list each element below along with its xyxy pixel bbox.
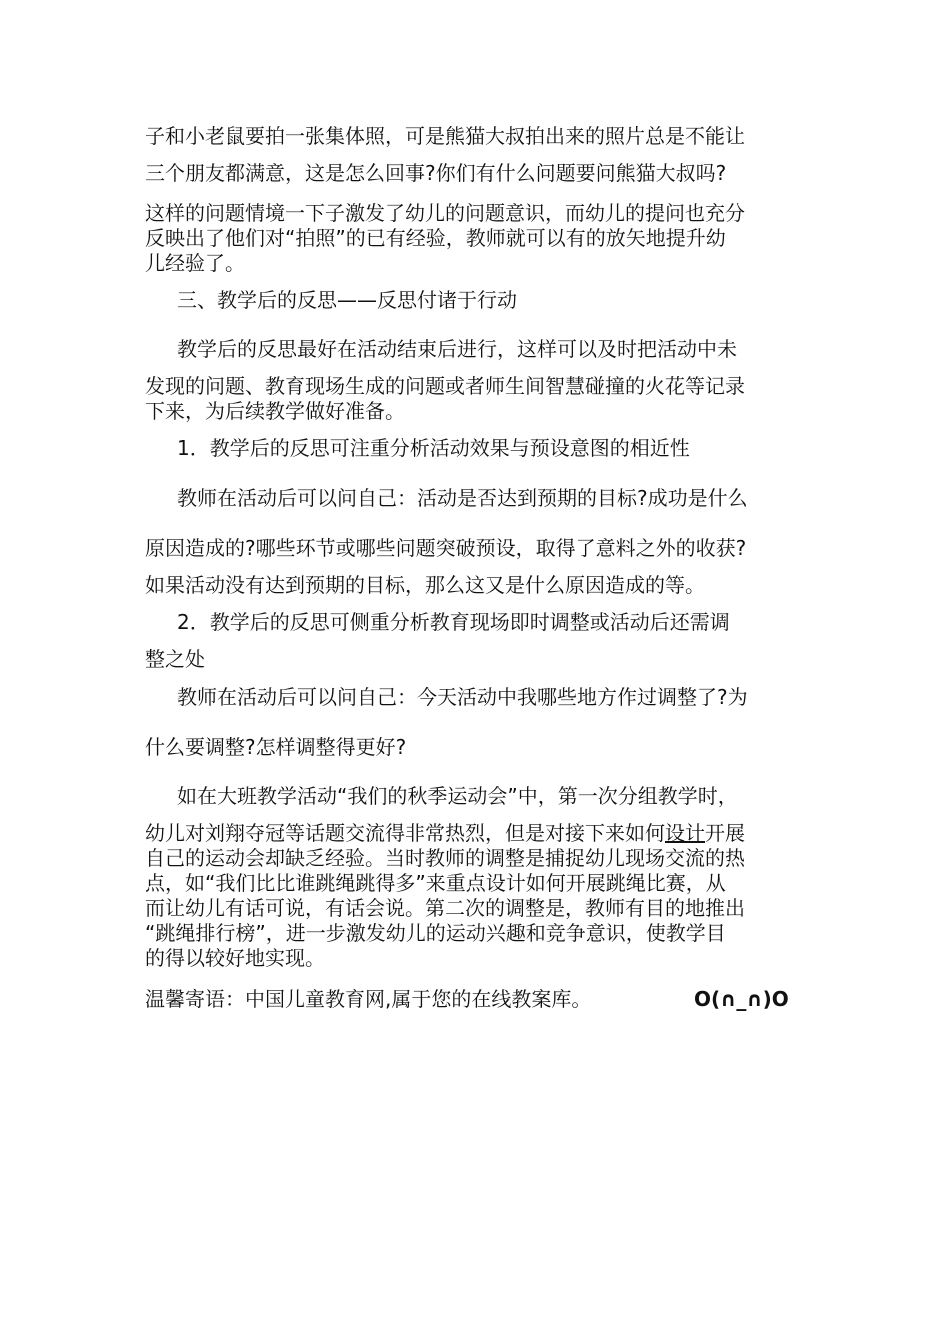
- paragraph-line: 的得以较好地实现。: [145, 946, 325, 970]
- paragraph-line: 点，如“我们比比谁跳绳跳得多”来重点设计如何开展跳绳比赛，从: [145, 871, 726, 895]
- paragraph-line: 什么要调整?怎样调整得更好?: [145, 735, 407, 759]
- paragraph-line: 发现的问题、教育现场生成的问题或者师生间智慧碰撞的火花等记录: [145, 374, 745, 398]
- closing-note: 温馨寄语：中国儿童教育网,属于您的在线教案库。: [145, 987, 592, 1011]
- paragraph-line: 教师在活动后可以问自己：活动是否达到预期的目标?成功是什么: [177, 486, 748, 510]
- subheading-1: 1．教学后的反思可注重分析活动效果与预设意图的相近性: [177, 436, 690, 460]
- paragraph-line: 儿经验了。: [145, 251, 245, 275]
- paragraph-line: 如果活动没有达到预期的目标，那么这又是什么原因造成的等。: [145, 573, 705, 597]
- paragraph-line: 而让幼儿有话可说，有话会说。第二次的调整是，教师有目的地推出: [145, 896, 745, 920]
- paragraph-line: 下来，为后续教学做好准备。: [145, 399, 405, 423]
- subheading-2: 2．教学后的反思可侧重分析教育现场即时调整或活动后还需调: [177, 610, 730, 634]
- paragraph-line: [145, 821, 745, 845]
- paragraph-line: 三个朋友都满意，这是怎么回事?你们有什么问题要问熊猫大叔吗?: [145, 161, 727, 185]
- subheading-2-continued: 整之处: [145, 647, 205, 671]
- paragraph-line: 这样的问题情境一下子激发了幼儿的问题意识，而幼儿的提问也充分: [145, 201, 745, 225]
- paragraph-line: “跳绳排行榜”，进一步激发幼儿的运动兴趣和竞争意识，使教学目: [145, 921, 726, 945]
- emoticon: O(∩_∩)O: [694, 987, 789, 1011]
- underlined-text: 设计: [665, 821, 705, 845]
- paragraph-line: 教师在活动后可以问自己：今天活动中我哪些地方作过调整了?为: [177, 685, 748, 709]
- paragraph-line: 反映出了他们对“拍照”的已有经验，教师就可以有的放矢地提升幼: [145, 226, 726, 250]
- text-run: 开展: [705, 821, 745, 845]
- paragraph-line: 原因造成的?哪些环节或哪些问题突破预设，取得了意料之外的收获?: [145, 536, 747, 560]
- text-run: 幼儿对刘翔夺冠等话题交流得非常热烈，但是对接下来如何: [145, 821, 665, 845]
- paragraph-line: 自己的运动会却缺乏经验。当时教师的调整是捕捉幼儿现场交流的热: [145, 846, 745, 870]
- section-heading: 三、教学后的反思——反思付诸于行动: [177, 288, 517, 312]
- paragraph-line: 子和小老鼠要拍一张集体照，可是熊猫大叔拍出来的照片总是不能让: [145, 124, 745, 148]
- paragraph-line: 教学后的反思最好在活动结束后进行，这样可以及时把活动中未: [177, 337, 737, 361]
- paragraph-line: 如在大班教学活动“我们的秋季运动会”中，第一次分组教学时，: [177, 784, 738, 808]
